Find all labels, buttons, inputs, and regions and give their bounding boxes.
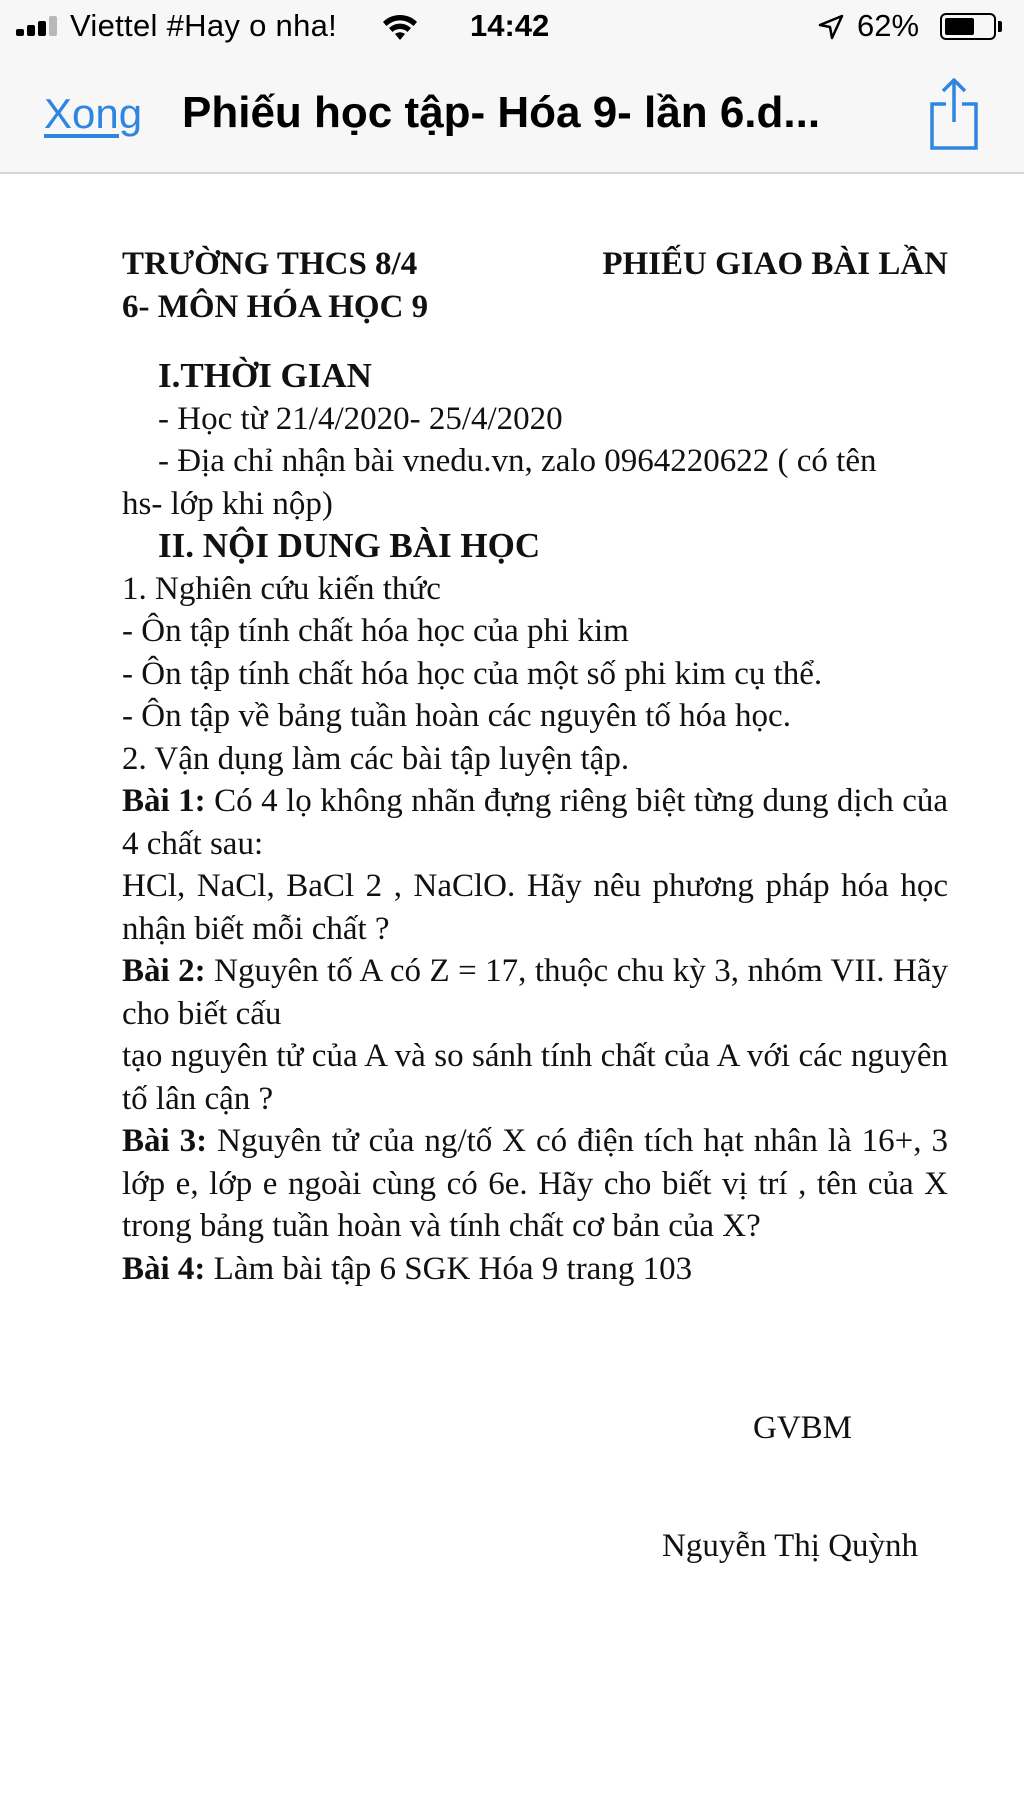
exercise-1 bbox=[122, 780, 948, 865]
signature-name: Nguyễn Thị Quỳnh bbox=[662, 1528, 919, 1564]
exercise-label: Bài 4: bbox=[122, 1250, 206, 1287]
study-dates: - Học từ 21/4/2020- 25/4/2020 bbox=[158, 400, 563, 437]
exercise-label: Bài 3: bbox=[122, 1123, 208, 1159]
signal-icon bbox=[16, 16, 66, 36]
battery-percentage: 62% bbox=[857, 8, 920, 43]
location-arrow-icon bbox=[818, 14, 844, 40]
document-header bbox=[122, 243, 948, 286]
clock: 14:42 bbox=[470, 8, 550, 43]
done-button[interactable]: Xong bbox=[44, 90, 143, 137]
document-page bbox=[122, 243, 948, 1290]
section-time-title: I.THỜI GIAN bbox=[158, 356, 372, 395]
status-bar bbox=[0, 0, 1024, 54]
exercise-2-continued: tạo nguyên tử của A và so sánh tính chất của A với các nguyên tố lân cận ? bbox=[122, 1038, 948, 1117]
exercise-text: Làm bài tập 6 SGK Hóa 9 trang 103 bbox=[205, 1250, 693, 1287]
list-item: 2. Vận dụng làm các bài tập luyện tập. bbox=[122, 740, 630, 777]
school-name: TRƯỜNG THCS 8/4 bbox=[122, 246, 418, 282]
exercise-3 bbox=[122, 1120, 948, 1248]
list-item: - Ôn tập về bảng tuần hoàn các nguyên tố hóa học. bbox=[122, 698, 791, 734]
carrier-name: Viettel #Hay o nha! bbox=[70, 8, 338, 43]
exercise-text: Nguyên tố A có Z = 17, thuộc chu kỳ 3, nhóm VII. Hãy cho biết cấu bbox=[122, 953, 948, 1032]
signature-role: GVBM bbox=[753, 1410, 853, 1446]
list-item: - Ôn tập tính chất hóa học của phi kim bbox=[122, 613, 629, 649]
submission-address: - Địa chỉ nhận bài vnedu.vn, zalo 0964220622 ( có tên bbox=[158, 443, 877, 479]
exercise-label: Bài 1: bbox=[122, 783, 206, 819]
list-item: - Ôn tập tính chất hóa học của một số phi kim cụ thể. bbox=[122, 655, 823, 692]
share-icon[interactable] bbox=[924, 74, 984, 154]
section-content-title: II. NỘI DUNG BÀI HỌC bbox=[158, 526, 541, 565]
worksheet-heading: PHIẾU GIAO BÀI LẦN bbox=[602, 246, 948, 282]
document-title: Phiếu học tập- Hóa 9- lần 6.d... bbox=[182, 88, 821, 137]
list-item: 1. Nghiên cứu kiến thức bbox=[122, 570, 441, 607]
exercise-4 bbox=[122, 1248, 948, 1291]
wifi-icon bbox=[381, 12, 419, 42]
exercise-1-continued: HCl, NaCl, BaCl 2 , NaClO. Hãy nêu phương pháp hóa học nhận biết mỗi chất ? bbox=[122, 868, 948, 947]
exercise-text: Nguyên tử của ng/tố X có điện tích hạt nhân là 16+, 3 lớp e, lớp e ngoài cùng có 6e. Hãy cho biết vị trí , tên của X trong bảng tuần hoàn và tính chất cơ bản của X? bbox=[122, 1123, 948, 1244]
exercise-label: Bài 2: bbox=[122, 953, 206, 989]
submission-note: hs- lớp khi nộp) bbox=[122, 485, 333, 522]
subject-line: 6- MÔN HÓA HỌC 9 bbox=[122, 288, 429, 325]
exercise-2 bbox=[122, 950, 948, 1035]
battery-cap bbox=[998, 21, 1002, 32]
navigation-bar bbox=[0, 54, 1024, 174]
battery-icon bbox=[940, 13, 996, 40]
exercise-text: Có 4 lọ không nhãn đựng riêng biệt từng dung dịch của 4 chất sau: bbox=[122, 783, 949, 862]
